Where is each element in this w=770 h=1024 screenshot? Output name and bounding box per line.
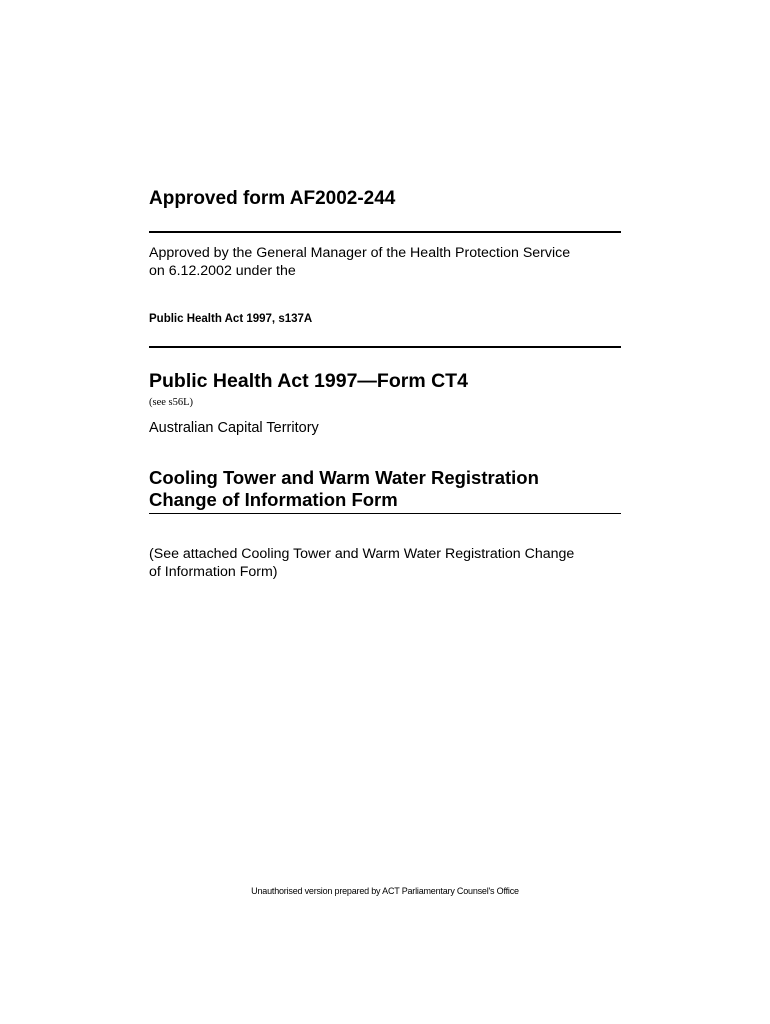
section-reference-note: (see s56L) (149, 397, 194, 408)
form-heading: Public Health Act 1997—Form CT4 (149, 370, 468, 392)
form-title-line-2: Change of Information Form (149, 489, 398, 510)
top-divider (149, 231, 621, 233)
approved-form-title: Approved form AF2002-244 (149, 188, 396, 209)
attached-form-note (149, 545, 621, 581)
act-reference: Public Health Act 1997, s137A (149, 313, 313, 325)
attached-note-line-2: of Information Form) (149, 564, 278, 580)
approval-line-1: Approved by the General Manager of the Health Protection Service (149, 245, 571, 261)
title-underline (149, 513, 621, 514)
form-title (149, 467, 621, 511)
page-footer: Unauthorised version prepared by ACT Parliamentary Counsel's Office (251, 886, 519, 896)
territory-label: Australian Capital Territory (149, 420, 319, 436)
form-title-line-1: Cooling Tower and Warm Water Registration (149, 467, 539, 488)
attached-note-line-1: (See attached Cooling Tower and Warm Water Registration Change (149, 546, 575, 562)
approval-line-2: on 6.12.2002 under the (149, 263, 296, 279)
approval-statement (149, 244, 621, 280)
section-divider (149, 346, 621, 348)
